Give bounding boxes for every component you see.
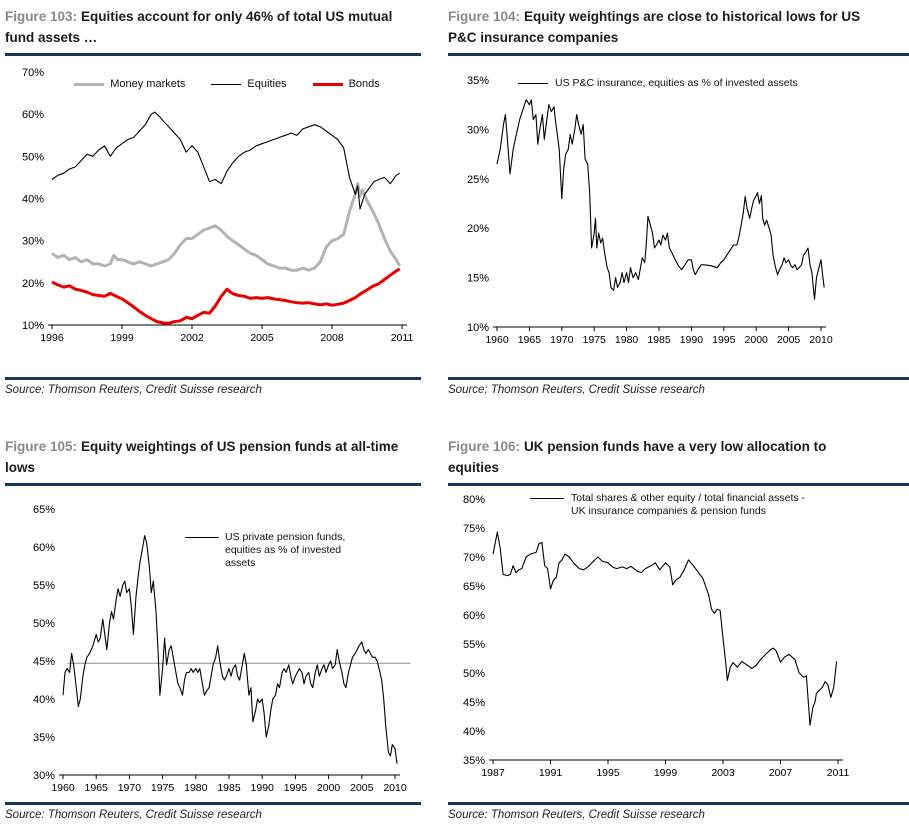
x-tick-label: 2000 bbox=[316, 782, 341, 794]
source-note: Source: Thomson Reuters, Credit Suisse research bbox=[5, 384, 262, 396]
series-bonds bbox=[52, 269, 400, 323]
y-tick-label: 15% bbox=[466, 272, 489, 285]
y-tick-label: 55% bbox=[462, 639, 485, 651]
money-markets-line-swatch bbox=[74, 83, 104, 86]
y-tick-label: 10% bbox=[21, 320, 44, 332]
y-tick-label: 40% bbox=[462, 726, 485, 738]
x-tick-label: 2005 bbox=[776, 334, 801, 346]
x-tick-label: 2007 bbox=[768, 767, 793, 779]
legend-label-uk-pension bbox=[571, 492, 805, 518]
y-tick-label: 25% bbox=[466, 173, 489, 186]
x-tick-label: 1980 bbox=[184, 782, 208, 794]
x-tick-label: 1999 bbox=[110, 332, 134, 344]
figure-105 bbox=[5, 436, 421, 834]
y-tick-label: 70% bbox=[462, 552, 485, 564]
x-tick-label: 1995 bbox=[712, 334, 736, 346]
y-tick-label: 50% bbox=[21, 151, 44, 164]
source-rule bbox=[5, 802, 421, 805]
legend-us-pension-funds bbox=[185, 531, 345, 570]
figure-105-title bbox=[5, 436, 421, 478]
x-tick-label: 1960 bbox=[51, 782, 75, 794]
legend-line-2: UK insurance companies & pension funds bbox=[571, 505, 766, 517]
source-rule bbox=[5, 377, 421, 380]
y-tick-label: 60% bbox=[21, 109, 44, 122]
legend-uk-pension-funds bbox=[530, 492, 805, 518]
legend-label-us-pension bbox=[225, 531, 345, 570]
figure-106-title bbox=[448, 436, 858, 478]
y-tick-label: 50% bbox=[462, 668, 485, 680]
x-tick-label: 2002 bbox=[180, 332, 204, 344]
pc-insurance-line-swatch bbox=[518, 83, 548, 84]
legend-item-equities bbox=[211, 78, 286, 90]
series-total-shares-other-equity-total-financia bbox=[493, 532, 837, 725]
legend-label-money-markets: Money markets bbox=[110, 78, 186, 90]
bonds-line-swatch bbox=[313, 83, 343, 86]
equities-line-swatch bbox=[211, 84, 241, 85]
legend-label-pc-insurance: US P&C insurance, equities as % of invested assets bbox=[555, 77, 798, 89]
x-tick-label: 1970 bbox=[117, 782, 142, 794]
y-tick-label: 30% bbox=[21, 235, 44, 248]
x-tick-label: 1990 bbox=[250, 782, 274, 794]
figure-number-label: Figure 105: bbox=[5, 439, 78, 454]
x-tick-label: 1999 bbox=[653, 767, 678, 779]
figure-heading: UK pension funds have a very low allocation to equities bbox=[448, 439, 827, 475]
y-tick-label: 75% bbox=[462, 523, 485, 535]
source-note: Source: Thomson Reuters, Credit Suisse research bbox=[448, 384, 705, 396]
figure-number-label: Figure 104: bbox=[448, 9, 521, 24]
pc-insurance-chart bbox=[448, 56, 909, 366]
y-tick-label: 35% bbox=[466, 75, 489, 87]
figure-heading: Equities account for only 46% of total US mutual fund assets … bbox=[5, 9, 393, 45]
legend-pc-insurance bbox=[518, 77, 798, 89]
x-tick-label: 1995 bbox=[596, 767, 620, 779]
y-tick-label: 30% bbox=[466, 124, 489, 137]
x-tick-label: 1965 bbox=[517, 334, 542, 346]
figure-103-title bbox=[5, 6, 421, 48]
x-tick-label: 1996 bbox=[40, 332, 64, 344]
x-tick-label: 2011 bbox=[390, 332, 414, 344]
y-tick-label: 45% bbox=[462, 697, 485, 709]
x-tick-label: 2003 bbox=[711, 767, 735, 779]
x-tick-label: 2005 bbox=[350, 782, 374, 794]
x-tick-label: 2010 bbox=[383, 782, 407, 794]
y-tick-label: 65% bbox=[462, 581, 485, 593]
x-tick-label: 1991 bbox=[538, 767, 563, 779]
legend-label-equities: Equities bbox=[247, 78, 287, 90]
source-note: Source: Thomson Reuters, Credit Suisse research bbox=[5, 809, 262, 821]
source-rule bbox=[448, 377, 909, 380]
uk-pension-funds-chart bbox=[448, 486, 909, 802]
legend-mutual-fund-mix bbox=[52, 78, 402, 90]
y-tick-label: 30% bbox=[32, 770, 55, 782]
legend-line-1: US private pension funds, bbox=[225, 531, 346, 543]
series-us-p-c-insurance-equities-as-of-invested bbox=[497, 100, 824, 299]
x-tick-label: 1985 bbox=[647, 334, 671, 346]
x-tick-label: 1987 bbox=[481, 767, 505, 779]
y-tick-label: 70% bbox=[21, 67, 44, 79]
figure-number-label: Figure 106: bbox=[448, 439, 521, 454]
series-equities bbox=[52, 112, 400, 209]
y-tick-label: 20% bbox=[21, 277, 44, 290]
y-tick-label: 20% bbox=[466, 223, 489, 236]
x-tick-label: 1975 bbox=[582, 334, 606, 346]
y-tick-label: 65% bbox=[32, 504, 55, 516]
legend-item-bonds bbox=[313, 78, 380, 90]
figure-heading: Equity weightings of US pension funds at all-time lows bbox=[5, 439, 399, 475]
source-rule bbox=[448, 802, 909, 805]
y-tick-label: 40% bbox=[21, 193, 44, 206]
legend-label-bonds: Bonds bbox=[348, 78, 380, 90]
x-tick-label: 1985 bbox=[217, 782, 241, 794]
x-tick-label: 1960 bbox=[485, 334, 509, 346]
figure-104 bbox=[448, 6, 909, 404]
x-tick-label: 1975 bbox=[150, 782, 175, 794]
legend-item-money-markets bbox=[74, 78, 185, 90]
x-tick-label: 1965 bbox=[84, 782, 108, 794]
legend-line-3: assets bbox=[225, 557, 256, 569]
y-tick-label: 35% bbox=[32, 732, 55, 744]
series-money-markets bbox=[52, 184, 400, 271]
legend-line-2: equities as % of invested bbox=[225, 544, 342, 556]
figure-heading: Equity weightings are close to historical lows for US P&C insurance companies bbox=[448, 9, 861, 45]
mutual-fund-mix-chart bbox=[5, 56, 421, 366]
y-tick-label: 40% bbox=[32, 694, 55, 706]
x-tick-label: 1995 bbox=[283, 782, 308, 794]
x-tick-label: 2011 bbox=[826, 767, 850, 779]
figure-104-title bbox=[448, 6, 884, 48]
uk-pension-line-swatch bbox=[530, 498, 564, 499]
pension-line-swatch bbox=[185, 537, 219, 538]
y-tick-label: 60% bbox=[32, 542, 55, 554]
x-tick-label: 1970 bbox=[550, 334, 574, 346]
y-tick-label: 60% bbox=[462, 610, 485, 622]
legend-line-1: Total shares & other equity / total financial assets - bbox=[571, 492, 806, 504]
x-tick-label: 2008 bbox=[320, 332, 344, 344]
y-tick-label: 45% bbox=[32, 656, 55, 668]
x-tick-label: 2000 bbox=[744, 334, 768, 346]
y-tick-label: 35% bbox=[462, 755, 485, 767]
figure-106 bbox=[448, 436, 909, 834]
x-tick-label: 1980 bbox=[614, 334, 639, 346]
x-tick-label: 2005 bbox=[250, 332, 274, 344]
figure-103 bbox=[5, 6, 421, 404]
y-tick-label: 50% bbox=[32, 618, 55, 630]
y-tick-label: 55% bbox=[32, 580, 55, 592]
y-tick-label: 80% bbox=[462, 494, 485, 506]
figure-number-label: Figure 103: bbox=[5, 9, 78, 24]
y-tick-label: 10% bbox=[466, 322, 489, 334]
x-tick-label: 1990 bbox=[679, 334, 704, 346]
source-note: Source: Thomson Reuters, Credit Suisse research bbox=[448, 809, 705, 821]
x-tick-label: 2010 bbox=[809, 334, 833, 346]
